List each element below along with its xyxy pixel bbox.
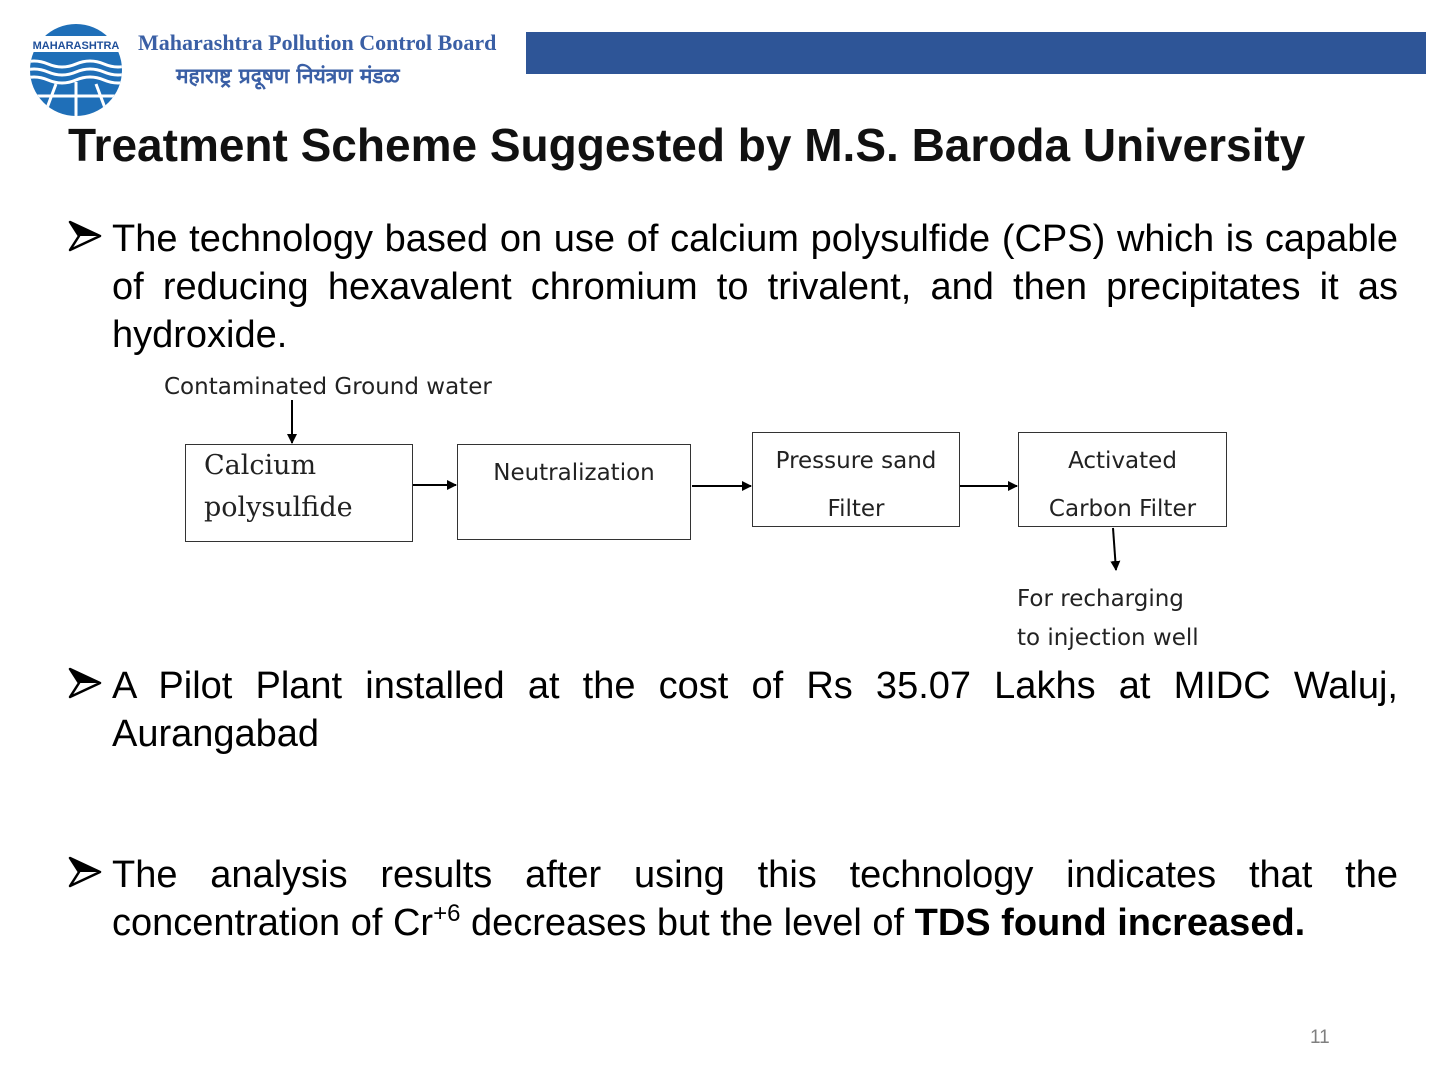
- diagram-output-label: For recharging: [1017, 586, 1184, 612]
- logo-state-text: MAHARASHTRA: [32, 40, 120, 52]
- bullet-text: [112, 851, 1398, 947]
- box-line: polysulfide: [204, 492, 353, 523]
- arrow-bullet-icon: [68, 219, 102, 253]
- org-name-english: Maharashtra Pollution Control Board: [138, 30, 497, 55]
- arrow-bullet-icon: [68, 666, 102, 700]
- box-line: Carbon Filter: [1048, 496, 1197, 522]
- box-neutralization: [457, 444, 691, 540]
- superscript: +6: [433, 900, 461, 927]
- bullet-text: A Pilot Plant installed at the cost of Rs 35.07 Lakhs at MIDC Waluj, Aurangabad: [112, 665, 1398, 755]
- bullet-item: [68, 215, 1398, 359]
- arrow-output: [1113, 528, 1116, 570]
- box-pressure-sand-filter: [752, 432, 960, 527]
- slide-title: Treatment Scheme Suggested by M.S. Baroda University: [68, 119, 1306, 171]
- box-line: Pressure sand: [775, 448, 937, 474]
- box-line: Filter: [827, 496, 885, 522]
- box-line: Calcium: [204, 450, 317, 481]
- bullet-item: [68, 662, 1398, 758]
- mpcb-logo-icon: [20, 12, 132, 116]
- org-name-marathi: महाराष्ट्र प्रदूषण नियंत्रण मंडळ: [176, 64, 400, 88]
- box-line: Activated: [1068, 448, 1177, 474]
- header-bar: [526, 32, 1426, 74]
- page-number: 11: [1310, 1027, 1330, 1048]
- box-activated-carbon-filter: [1018, 432, 1227, 527]
- bullet-item: [68, 851, 1398, 947]
- box-calcium-polysulfide: [185, 444, 413, 542]
- bullet-text: The technology based on use of calcium polysulfide (CPS) which is capable of reducing hexavalent chromium to trivalent, and then precipitates it as hydroxide.: [112, 218, 1398, 356]
- diagram-input-label: Contaminated Ground water: [164, 374, 492, 400]
- box-line: Neutralization: [493, 460, 655, 486]
- bullet-text-bold: TDS found increased.: [914, 902, 1306, 944]
- diagram-output-label: to injection well: [1017, 625, 1199, 651]
- bullet-text-part: The analysis results after using this technology indicates that the concentration of Cr: [112, 854, 1398, 944]
- bullet-text-part: decreases but the level of: [460, 902, 915, 944]
- arrow-bullet-icon: [68, 855, 102, 889]
